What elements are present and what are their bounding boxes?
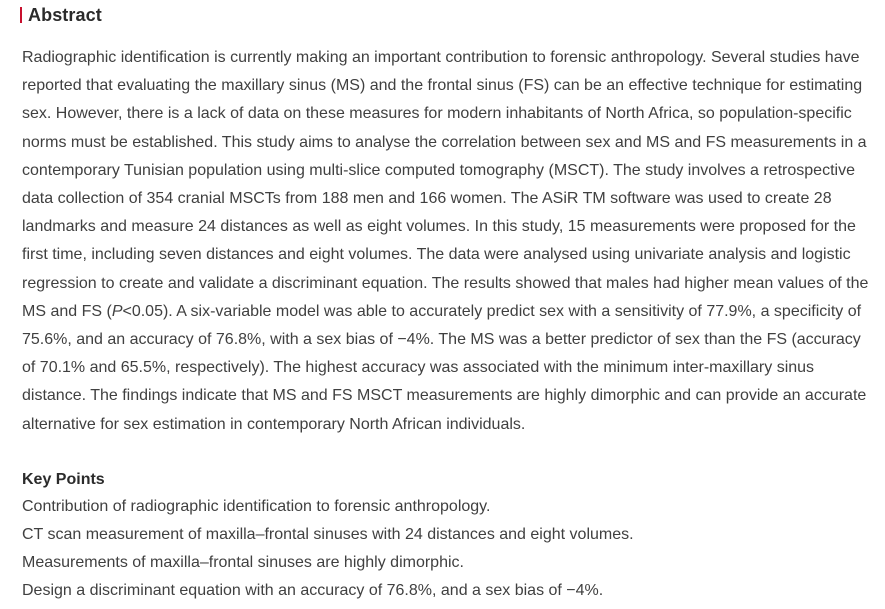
key-point-item: Measurements of maxilla–frontal sinuses are highly dimorphic. (22, 554, 464, 571)
abstract-heading: Abstract (28, 4, 102, 25)
key-point-item: CT scan measurement of maxilla–frontal sinuses with 24 distances and eight volumes. (22, 526, 634, 543)
key-point-item: Contribution of radiographic identification to forensic anthropology. (22, 498, 491, 515)
abstract-text-part-1: Radiographic identification is currently making an important contribution to forensic anthropology. Several studies have reported that evaluating the maxillary sinus (MS) and the frontal sinus (FS) can be an effective technique for estimating sex. However, there is a lack of data on these measures for modern inhabitants of North Africa, so population-specific norms must be established. This study aims to analyse the correlation between sex and MS and FS measurements in a contemporary Tunisian population using multi-slice computed tomography (MSCT). The study involves a retrospective data collection of 354 cranial MSCTs from 188 men and 166 women. The ASiR TM software was used to create 28 landmarks and measure 24 distances as well as eight volumes. In this study, 15 measurements were proposed for the first time, including seven distances and eight volumes. The data were analysed using univariate analysis and logistic regression to create and validate a discriminant equation. The results showed that males had higher mean values of the MS and FS ( (22, 49, 869, 320)
section-heading (20, 3, 102, 27)
abstract-paragraph (22, 44, 878, 439)
p-value-symbol: P (111, 302, 123, 320)
heading-accent-bar (20, 7, 22, 23)
abstract-text-part-2: <0.05). A six-variable model was able to accurately predict sex with a sensitivity of 77.9%, a specificity of 75.6%, and an accuracy of 76.8%, with a sex bias of −4%. The MS was a better predictor of sex than the FS (accuracy of 70.1% and 65.5%, respectively). The highest accuracy was associated with the minimum inter-maxillary sinus distance. The findings indicate that MS and FS MSCT measurements are highly dimorphic and can provide an accurate alternative for sex estimation in contemporary North African individuals. (22, 302, 867, 433)
key-points-list (22, 493, 634, 605)
key-point-item: Design a discriminant equation with an accuracy of 76.8%, and a sex bias of −4%. (22, 582, 604, 599)
key-points-title: Key Points (22, 471, 105, 488)
